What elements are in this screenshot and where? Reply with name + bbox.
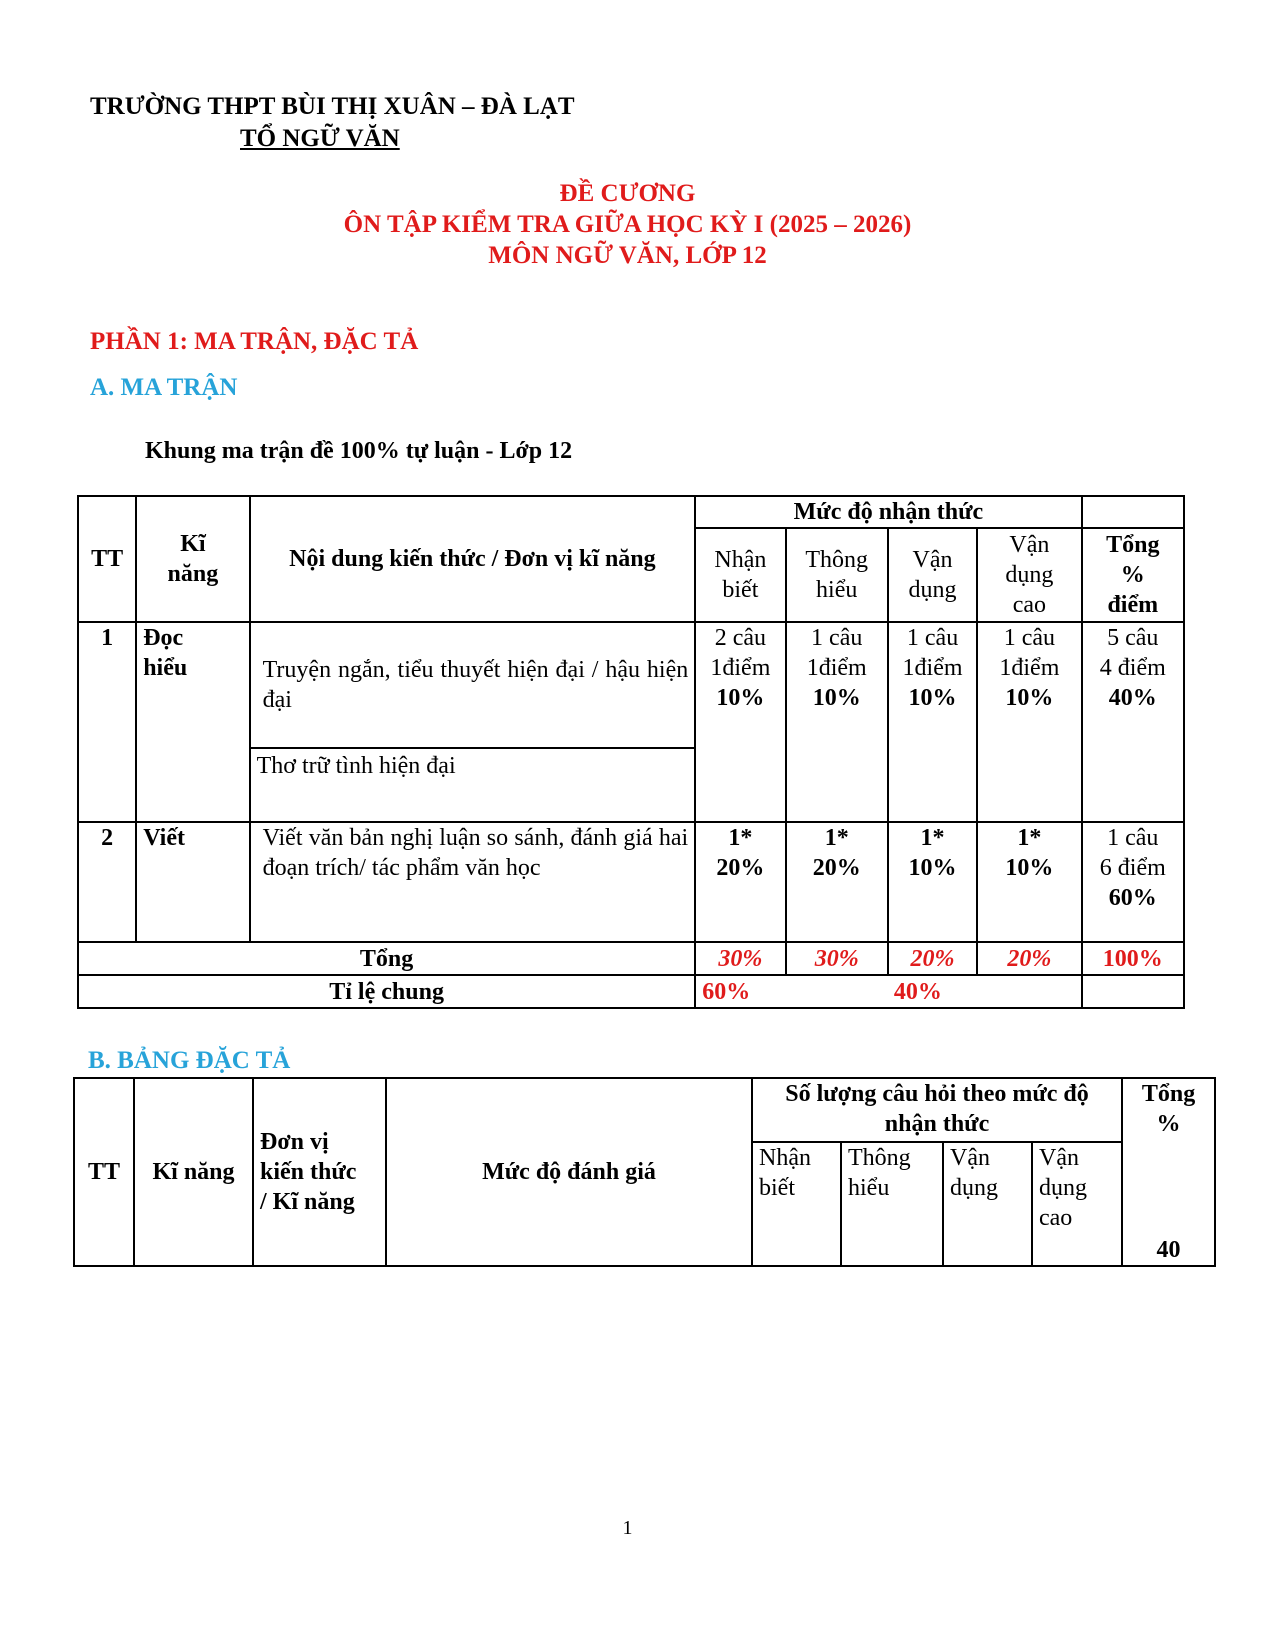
- part-heading: PHẦN 1: MA TRẬN, ĐẶC TẢ: [90, 328, 419, 355]
- matrix-row1-content-a: Truyện ngắn, tiểu thuyết hiện đại / hậu hiện đại: [250, 622, 696, 748]
- matrix-row1-content-b: Thơ trữ tình hiện đại: [250, 748, 696, 822]
- matrix-row2-tt: 2: [78, 822, 136, 942]
- matrix-header-total: Tổng % điểm: [1082, 528, 1184, 622]
- doc-title-line2: ÔN TẬP KIỂM TRA GIỮA HỌC KỲ I (2025 – 2026): [343, 211, 912, 238]
- matrix-header-tt: TT: [78, 496, 136, 622]
- matrix-ratio-label: Tỉ lệ chung: [78, 975, 695, 1008]
- matrix-level-nb: Nhận biết: [695, 528, 785, 622]
- department-name: TỔ NGỮ VĂN: [240, 125, 400, 152]
- doc-title-line1: ĐỀ CƯƠNG: [559, 180, 696, 207]
- matrix-row1-skill: Đọc hiểu: [136, 622, 249, 822]
- page-number: 1: [622, 1517, 633, 1539]
- spec-level-vdc: Vận dụng cao: [1032, 1142, 1122, 1266]
- doc-title-line3: MÔN NGỮ VĂN, LỚP 12: [488, 242, 767, 269]
- spec-header-unit: Đơn vị kiến thức / Kĩ năng: [253, 1078, 386, 1266]
- matrix-row2-vdc: 1* 10%: [977, 822, 1081, 942]
- matrix-row1-total: 5 câu 4 điểm 40%: [1082, 622, 1184, 822]
- matrix-caption: Khung ma trận đề 100% tự luận - Lớp 12: [145, 438, 573, 464]
- matrix-level-vd: Vận dụng: [888, 528, 977, 622]
- spec-header-eval: Mức độ đánh giá: [386, 1078, 752, 1266]
- spec-level-th: Thông hiểu: [841, 1142, 943, 1266]
- section-a-heading: A. MA TRẬN: [90, 374, 238, 401]
- spec-header-tt: TT: [74, 1078, 134, 1266]
- matrix-total-label: Tổng: [78, 942, 695, 975]
- matrix-row2-skill: Viết: [136, 822, 249, 942]
- matrix-row1-th: 1 câu 1điểm 10%: [786, 622, 888, 822]
- matrix-table: [77, 495, 1185, 1009]
- matrix-row1-nb: 2 câu 1điểm 10%: [695, 622, 785, 822]
- matrix-ratio-blank: [1082, 975, 1184, 1008]
- school-name: TRƯỜNG THPT BÙI THỊ XUÂN – ĐÀ LẠT: [90, 93, 575, 120]
- matrix-ratio-2: 40%: [888, 975, 1082, 1008]
- spec-level-nb: Nhận biết: [752, 1142, 841, 1266]
- matrix-level-vdc: Vận dụng cao: [977, 528, 1081, 622]
- matrix-level-th: Thông hiểu: [786, 528, 888, 622]
- matrix-total-nb: 30%: [695, 942, 785, 975]
- matrix-total-th: 30%: [786, 942, 888, 975]
- matrix-total-all: 100%: [1082, 942, 1184, 975]
- matrix-row2-vd: 1* 10%: [888, 822, 977, 942]
- matrix-row2-th: 1* 20%: [786, 822, 888, 942]
- matrix-header-level: Mức độ nhận thức: [695, 496, 1081, 528]
- matrix-header-content: Nội dung kiến thức / Đơn vị kĩ năng: [250, 496, 696, 622]
- matrix-row2-nb: 1* 20%: [695, 822, 785, 942]
- section-b-heading: B. BẢNG ĐẶC TẢ: [88, 1047, 291, 1074]
- matrix-header-blank: [1082, 496, 1184, 528]
- matrix-row1-vd: 1 câu 1điểm 10%: [888, 622, 977, 822]
- spec-level-vd: Vận dụng: [943, 1142, 1032, 1266]
- spec-table: [73, 1077, 1216, 1267]
- matrix-row2-total: 1 câu 6 điểm 60%: [1082, 822, 1184, 942]
- matrix-total-vdc: 20%: [977, 942, 1081, 975]
- spec-header-skill: Kĩ năng: [134, 1078, 253, 1266]
- matrix-row1-vdc: 1 câu 1điểm 10%: [977, 622, 1081, 822]
- spec-header-count: Số lượng câu hỏi theo mức độ nhận thức: [752, 1078, 1122, 1142]
- matrix-row1-tt: 1: [78, 622, 136, 822]
- matrix-header-skill: Kĩ năng: [136, 496, 249, 622]
- matrix-ratio-1: 60%: [695, 975, 888, 1008]
- spec-total-value: 40: [1156, 1237, 1181, 1263]
- spec-header-total: Tổng % 40: [1122, 1078, 1215, 1266]
- matrix-total-vd: 20%: [888, 942, 977, 975]
- matrix-row2-content: Viết văn bản nghị luận so sánh, đánh giá hai đoạn trích/ tác phẩm văn học: [250, 822, 696, 942]
